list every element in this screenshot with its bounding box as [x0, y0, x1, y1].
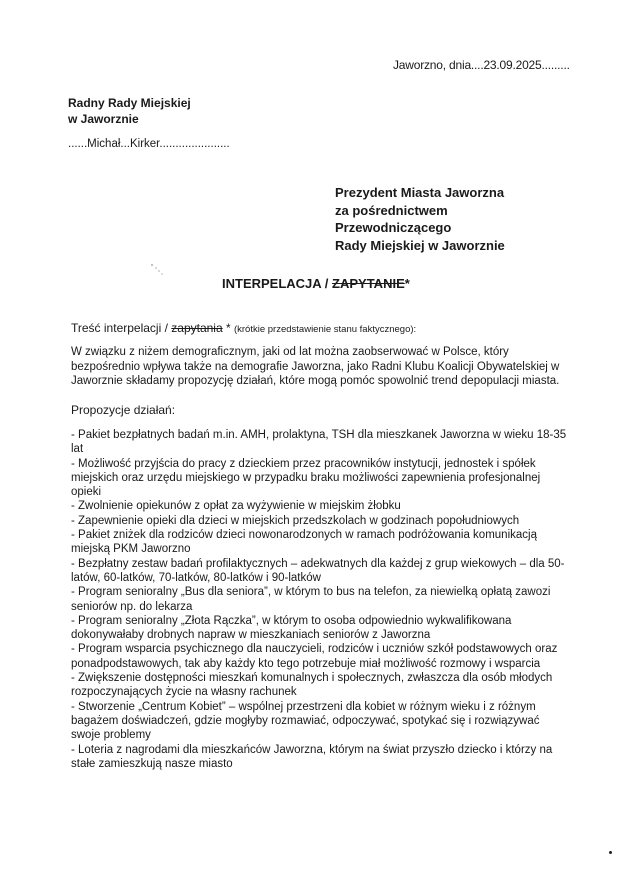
- list-item: - Loteria z nagrodami dla mieszkańców Jaworzna, którym na świat przyszło dziecko i którzy na stałe zamieszkują nasze miasto: [71, 743, 553, 770]
- content-label-prefix: Treść interpelacji /: [71, 321, 172, 335]
- list-item: - Stworzenie „Centrum Kobiet” – wspólnej przestrzeni dla kobiet w różnym wieku i z różnym bagażem doświadczeń, gdzie mogłyby rozmawiać, odpoczywać, spotykać się i rozwiązywać swoje problemy: [71, 700, 540, 742]
- date-line: Jaworzno, dnia....23.09.2025.........: [393, 58, 570, 72]
- recipient-line-1: Prezydent Miasta Jaworzna: [335, 185, 505, 200]
- list-item: - Program senioralny „Bus dla seniora”, w którym to bus na telefon, za niewielką opłatą zawozi seniorów np. do lekarza: [71, 586, 551, 613]
- list-item: - Zwolnienie opiekunów z opłat za wyżywienie w miejskim żłobku: [71, 500, 401, 513]
- list-item: - Pakiet bezpłatnych badań m.in. AMH, prolaktyna, TSH dla mieszkanek Jaworzna w wieku 18-35 lat: [71, 429, 567, 456]
- councillor-block: [68, 95, 191, 127]
- recipient-line-2: za pośrednictwem: [335, 202, 448, 218]
- content-label-asterisk: *: [222, 321, 234, 335]
- list-item: - Możliwość przyjścia do pracy z dzieckiem przez pracowników instytucji, jednostek i spółek miejskich oraz urzędu miejskiego w przypadku braku możliwości zapewnienia profesjonalnej opieki: [71, 457, 541, 499]
- councillor-city: w Jaworznie: [68, 112, 139, 126]
- list-item: - Program senioralny „Złota Rączka”, w którym to osoba odpowiednio wykwalifikowana dokonywałaby drobnych napraw w mieszkaniach seniorów z Jaworzna: [71, 614, 512, 642]
- heading-asterisk: *: [404, 276, 410, 291]
- content-label-struck: zapytania: [171, 321, 223, 335]
- intro-paragraph: W związku z niżem demograficznym, jaki od lat można zaobserwować w Polsce, który bezpośrednio wpływa także na demografie Jaworzna, jako Radni Klubu Koalicji Obywatelskiej w Jaworznie składamy propozycję działań, które mogą pomóc spowolnić trend depopulacji miasta.: [71, 346, 560, 387]
- councillor-name-line: ......Michał...Kirker......................: [68, 138, 230, 150]
- recipient-block: [335, 184, 505, 254]
- recipient-line-3: Przewodniczącego: [335, 220, 452, 235]
- heading-struck: ZAPYTANIE: [332, 276, 405, 291]
- heading-main: INTERPELACJA /: [222, 276, 333, 291]
- content-label-note: (krótkie przedstawienie stanu faktycznego):: [233, 324, 417, 335]
- councillor-title: Radny Rady Miejskiej: [68, 96, 191, 110]
- list-item: - Program wsparcia psychicznego dla nauczycieli, rodziców i uczniów szkół podstawowych oraz ponadpodstawowych, tak aby każdy kto tego potrzebuje miał możliwość rozmowy i wsparcia: [71, 643, 558, 670]
- content-label: [71, 321, 416, 335]
- list-item: - Zapewnienie opieki dla dzieci w miejskich przedszkolach w godzinach popołudniowych: [71, 514, 520, 527]
- scan-dot-icon: [609, 851, 612, 854]
- proposals-list: [71, 428, 571, 771]
- document-heading: [222, 276, 410, 291]
- recipient-line-4: Rady Miejskiej w Jaworznie: [335, 237, 505, 253]
- list-item: - Zwiększenie dostępności mieszkań komunalnych i społecznych, zwłaszcza dla osób młodych rozpoczynających życie na własny rachunek: [71, 672, 553, 699]
- scan-speck-icon: [150, 262, 164, 276]
- list-item: - Pakiet zniżek dla rodziców dzieci nowonarodzonych w ramach podróżowania komunikacją miejską PKM Jaworzno: [71, 529, 537, 556]
- proposals-title: Propozycje działań:: [71, 403, 176, 417]
- list-item: - Bezpłatny zestaw badań profilaktycznych – adekwatnych dla każdej z grup wiekowych – dla 50-latów, 60-latków, 70-latków, 80-latków i 90-latków: [71, 557, 565, 584]
